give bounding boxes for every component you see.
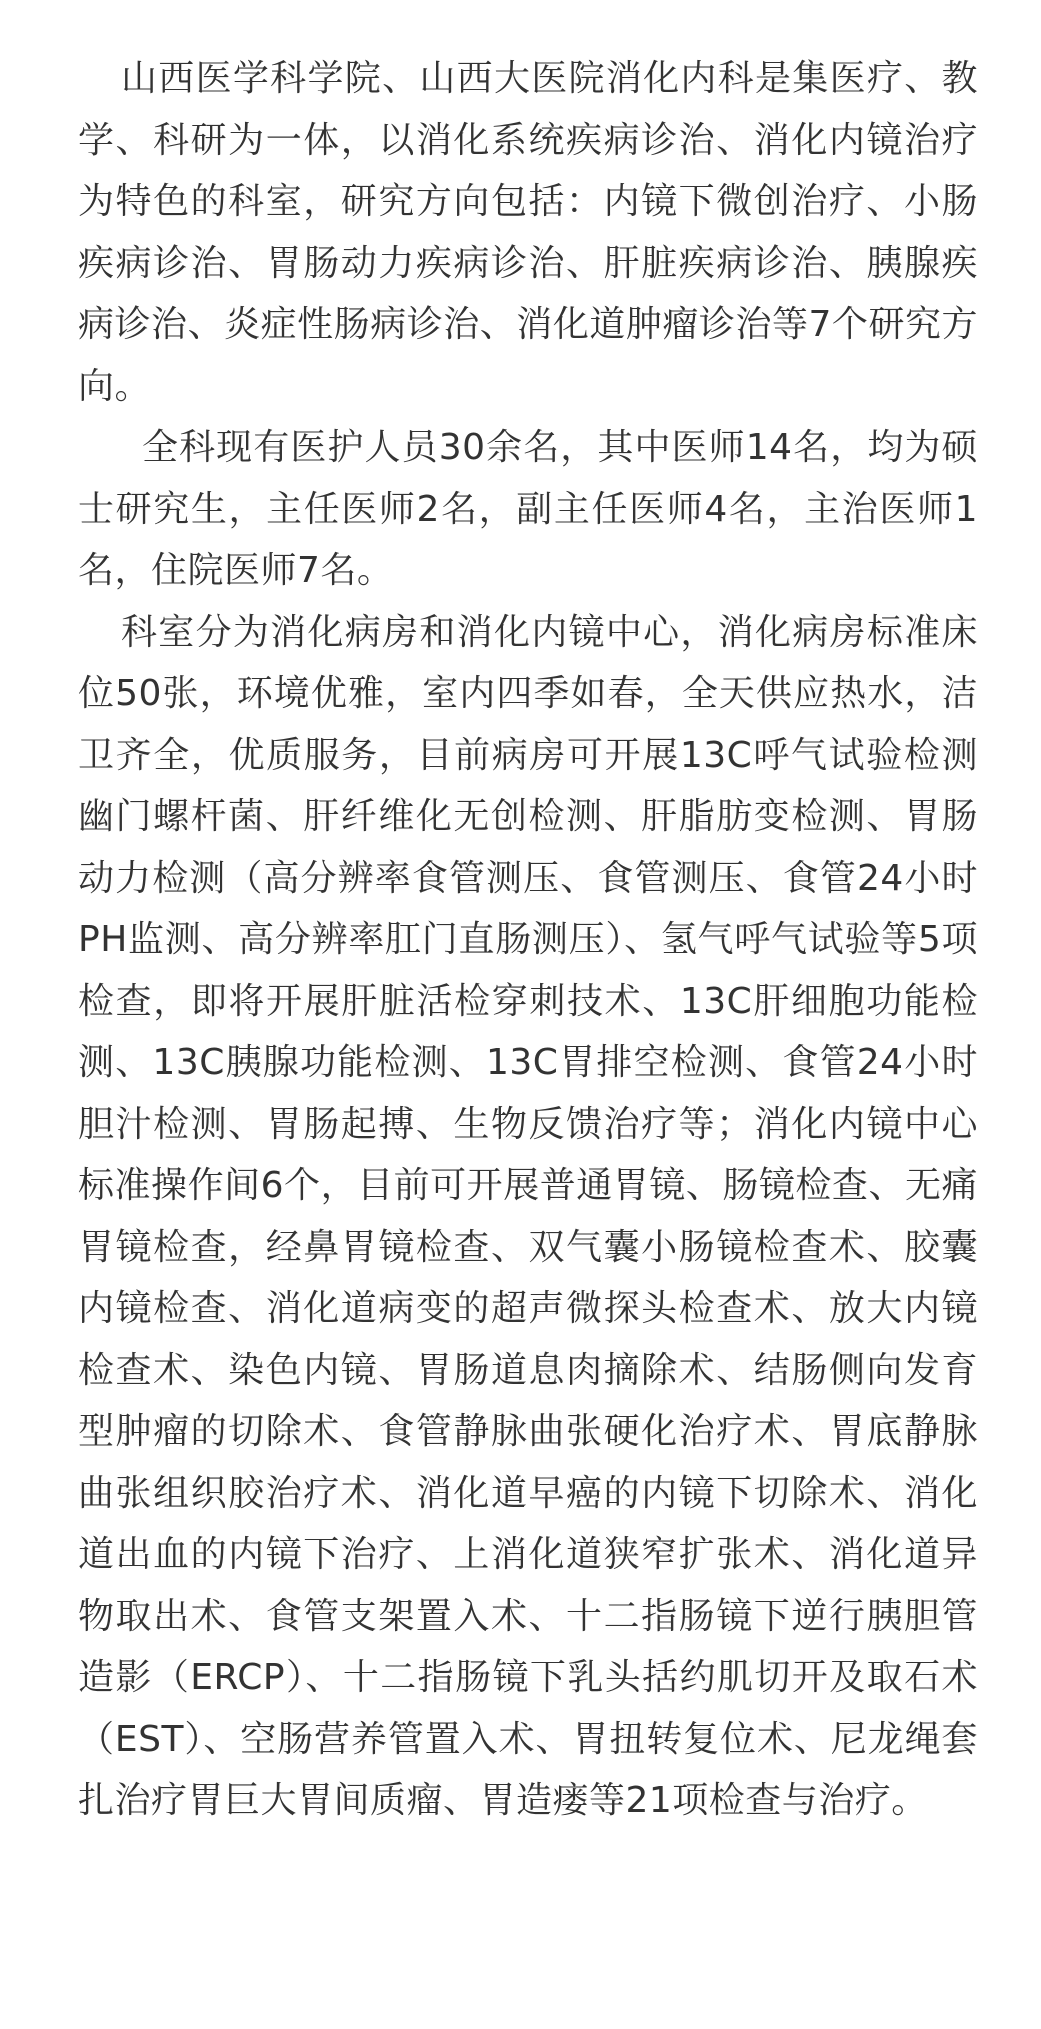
paragraph-staff: 全科现有医护人员30余名，其中医师14名，均为硕士研究生，主任医师2名，副主任医师4名，主治医师1名，住院医师7名。: [78, 427, 978, 591]
paragraph-department-intro: 山西医学科学院、山西大医院消化内科是集医疗、教学、科研为一体，以消化系统疾病诊治、消化内镜治疗为特色的科室，研究方向包括：内镜下微创治疗、小肠疾病诊治、胃肠动力疾病诊治、肝脏疾病诊治、胰腺疾病诊治、炎症性肠病诊治、消化道肿瘤诊治等7个研究方向。: [78, 58, 978, 407]
paragraph-facilities-services: 科室分为消化病房和消化内镜中心，消化病房标准床位50张，环境优雅，室内四季如春，全天供应热水，洁卫齐全，优质服务，目前病房可开展13C呼气试验检测幽门螺杆菌、肝纤维化无创检测、肝脂肪变检测、胃肠动力检测（高分辨率食管测压、食管测压、食管24小时PH监测、高分辨率肛门直肠测压）、氢气呼气试验等5项检查，即将开展肝脏活检穿刺技术、13C肝细胞功能检测、13C胰腺功能检测、13C胃排空检测、食管24小时胆汁检测、胃肠起搏、生物反馈治疗等；消化内镜中心标准操作间6个，目前可开展普通胃镜、肠镜检查、无痛胃镜检查，经鼻胃镜检查、双气囊小肠镜检查术、胶囊内镜检查、消化道病变的超声微探头检查术、放大内镜检查术、染色内镜、胃肠道息肉摘除术、结肠侧向发育型肿瘤的切除术、食管静脉曲张硬化治疗术、胃底静脉曲张组织胶治疗术、消化道早癌的内镜下切除术、消化道出血的内镜下治疗、上消化道狭窄扩张术、消化道异物取出术、食管支架置入术、十二指肠镜下逆行胰胆管造影（ERCP）、十二指肠镜下乳头括约肌切开及取石术（EST）、空肠营养管置入术、胃扭转复位术、尼龙绳套扎治疗胃巨大胃间质瘤、胃造瘘等21项检查与治疗。: [78, 611, 978, 1821]
article-body: [78, 48, 978, 1832]
